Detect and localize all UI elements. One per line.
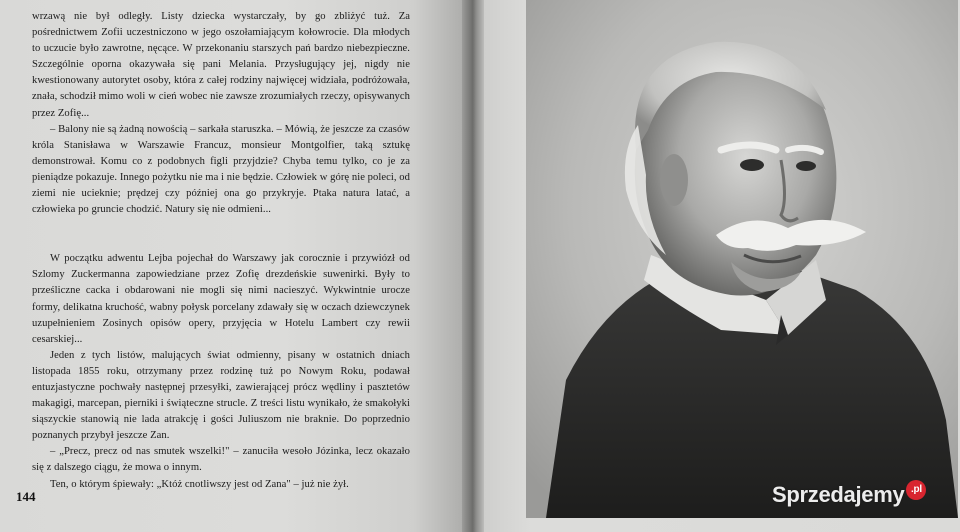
page-number: 144 [16,489,36,504]
paragraph: – „Precz, precz od nas smutek wszelki!" – zanuciła wesoło Józinka, lecz okazało się z dalszego ciągu, że mowa o innym. [32,446,410,474]
portrait-photo [526,0,958,518]
paragraph: Jeden z tych listów, malujących świat odmienny, pisany w ostatnich dniach listopada 1855 roku, otrzymany przez rodzinę tuż po Nowym Roku, podawał entuzjastyczne pochwały następnej przesyłki, zawierającej prócz wędliny i pasztetów makagigi, marcepan, pierniki i świąteczne strucle. Z treści listu wynikało, że smakołyki siąszyckie stanowią nie lada atrakcję i gości Juliuszom nie braknie. Do poprzednio poznanych przybył jeszcze Zan. [32,349,410,442]
portrait-illustration [526,0,958,518]
watermark [772,482,926,508]
section-break [32,218,410,251]
paragraph: W początku adwentu Lejba pojechał do Warszawy jak corocznie i przywiózł od Szlomy Zuckermanna zapowiedziane przez Zofię drezdeńskie suwenirki. Były to prześliczne cacka i obdarowani nie mogli się nimi nacieszyć. Wykwintnie urocze formy, delikatna kruchość, wabny połysk porcelany zdawały się w oczach dziewczynek uzupełnieniem Zosinych opisów opery, przyjęcia w Hotelu Lambert czy rewii cesarskiej... [32,253,410,345]
paragraph: – Balony nie są żadną nowością – sarkała staruszka. – Mówią, że jeszcze za czasów króla Stanisława w Warszawie Francuz, monsieur Montgolfier, taką sztukę demonstrował. Komu co z podobnych figli przyjdzie? Chyba temu tylko, co je za pieniądze pokazuje. Innego pożytku nie ma i nie będzie. Człowiek w górę nie poleci, od ziemi nie ucieknie; prędzej czy później ona go przykryje. Ptaka natura latać, a człowieka po gruncie chodzić. Natury się nie odmieni... [32,123,410,216]
paragraph: Ten, o którym śpiewały: „Któż cnotliwszy jest od Zana" – już nie żył. [50,478,349,490]
watermark-text: Sprzedajemy [772,482,905,507]
paragraph: wrzawą nie był odległy. Listy dziecka wystarczały, by go zbliżyć tuż. Za pośrednictwem Zofii uczestniczono w jego oszołamiającym kołowrocie. Dla młodych to uczucie było zawrotne, nęcące. W przekonaniu starszych pań bardzo niebezpieczne. Szczególnie oporna okazywała się pani Melania. Przysługujący jej, nigdy nie kwestionowany autorytet osoby, która z całej rodziny najwięcej widziała, podróżowała, znała, schodził mimo woli w cień wobec nie zawsze zrozumiałych rzeczy, opisywanych przez Zofię... [32,11,410,119]
left-page [0,0,470,532]
book-gutter [462,0,486,532]
page-text [32,9,410,493]
watermark-badge: .pl [906,480,926,500]
